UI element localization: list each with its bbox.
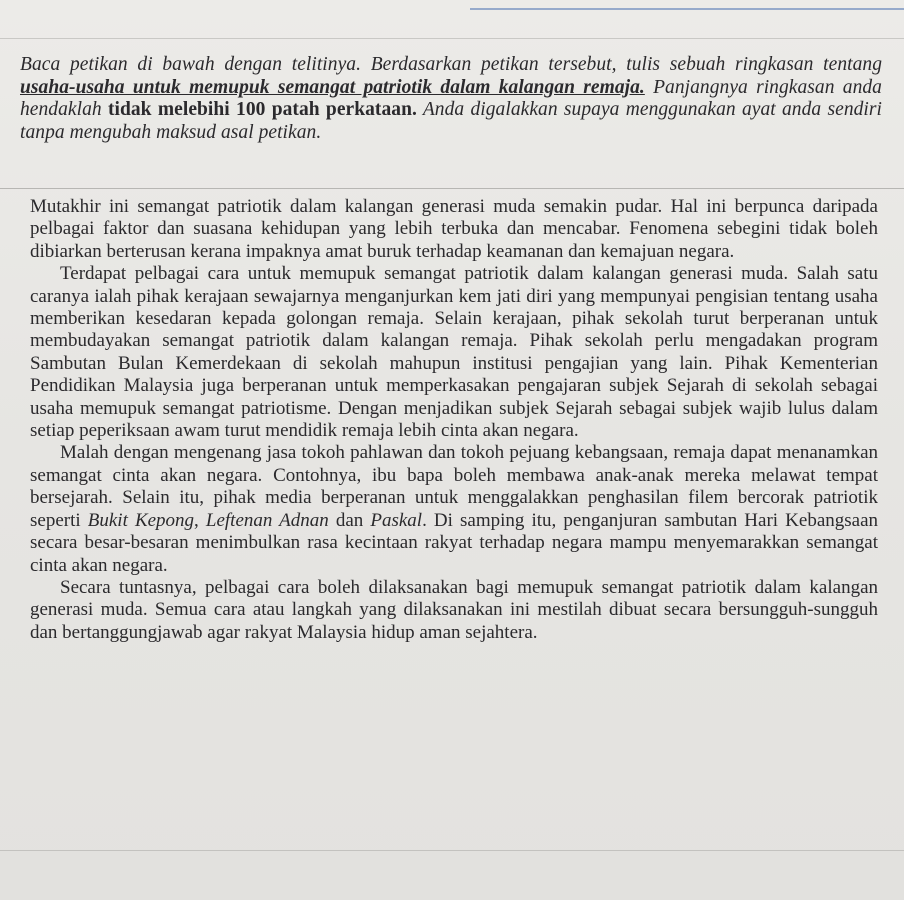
page-bottom-band xyxy=(0,851,904,900)
passage-paragraph-3 xyxy=(30,442,878,576)
instruction-limit: tidak melebihi 100 patah perkataan. xyxy=(107,99,417,120)
separator-2: dan xyxy=(328,509,371,531)
separator-1: , xyxy=(194,509,206,531)
paragraph-3-part1: Malah dengan mengenang jasa tokoh pahlawan dan tokoh pejuang kebangsaan, remaja dapat menanamkan semangat cinta akan negara. Contohnya, ibu bapa boleh membawa anak-anak mereka melawat tempat bersejarah. Selain itu, pihak media berperanan untuk menggalakkan penghasilan filem bercorak patriotik seperti xyxy=(30,442,878,531)
film-title-1: Bukit Kepong xyxy=(87,509,195,531)
section-divider xyxy=(0,188,904,189)
passage xyxy=(30,196,878,644)
instruction-emphasis: usaha-usaha untuk memupuk semangat patriotik dalam kalangan remaja. xyxy=(20,76,645,98)
passage-paragraph-4: Secara tuntasnya, pelbagai cara boleh dilaksanakan bagi memupuk semangat patriotik dalam kalangan generasi muda. Semua cara atau langkah yang dilaksanakan ini mestilah dibuat secara bersungguh-sungguh dan bertanggungjawab agar rakyat Malaysia hidup aman sejahtera. xyxy=(30,576,878,643)
instruction-part2: Panjangnya ringkasan anda hendaklah xyxy=(20,76,882,120)
paragraph-3-part2: . Di samping itu, penganjuran sambutan Hari Kebangsaan secara besar-besaran menimbulkan rasa kecintaan rakyat terhadap negara mampu menyemarakkan semangat cinta akan negara. xyxy=(30,509,879,576)
instruction-part1: Baca petikan di bawah dengan telitinya. Berdasarkan petikan tersebut, tulis sebuah ringkasan tentang xyxy=(20,54,882,75)
film-title-3: Paskal xyxy=(370,509,423,531)
passage-paragraph-2: Terdapat pelbagai cara untuk memupuk semangat patriotik dalam kalangan generasi muda. Salah satu caranya ialah pihak kerajaan sewajarnya menganjurkan kem jati diri yang mempunyai pengisian tentang usaha memberikan kesedaran kepada golongan remaja. Selain kerajaan, pihak sekolah turut berperanan untuk membudayakan semangat patriotik dalam kalangan remaja. Pihak sekolah perlu mengadakan program Sambutan Bulan Kemerdekaan di sekolah mahupun institusi pengajian yang lain. Pihak Kementerian Pendidikan Malaysia juga berperanan untuk memperkasakan pengajaran subjek Sejarah di sekolah sebagai usaha memupuk semangat patriotisme. Dengan menjadikan subjek Sejarah sebagai subjek wajib lulus dalam setiap peperiksaan awam turut mendidik remaja lebih cinta akan negara. xyxy=(30,263,878,442)
film-title-2: Leftenan Adnan xyxy=(205,509,329,531)
instruction-text xyxy=(20,54,882,144)
instruction-part3: Anda digalakkan supaya menggunakan ayat anda sendiri tanpa mengubah maksud asal petikan. xyxy=(20,99,883,143)
passage-paragraph-1: Mutakhir ini semangat patriotik dalam kalangan generasi muda semakin pudar. Hal ini berpunca daripada pelbagai faktor dan suasana kehidupan yang lebih terbuka dan mencabar. Fenomena sebegini tidak boleh dibiarkan berterusan kerana impaknya amat buruk terhadap keamanan dan kemajuan negara. xyxy=(30,196,878,262)
page-top-edge xyxy=(470,0,904,10)
top-rule xyxy=(0,38,904,39)
